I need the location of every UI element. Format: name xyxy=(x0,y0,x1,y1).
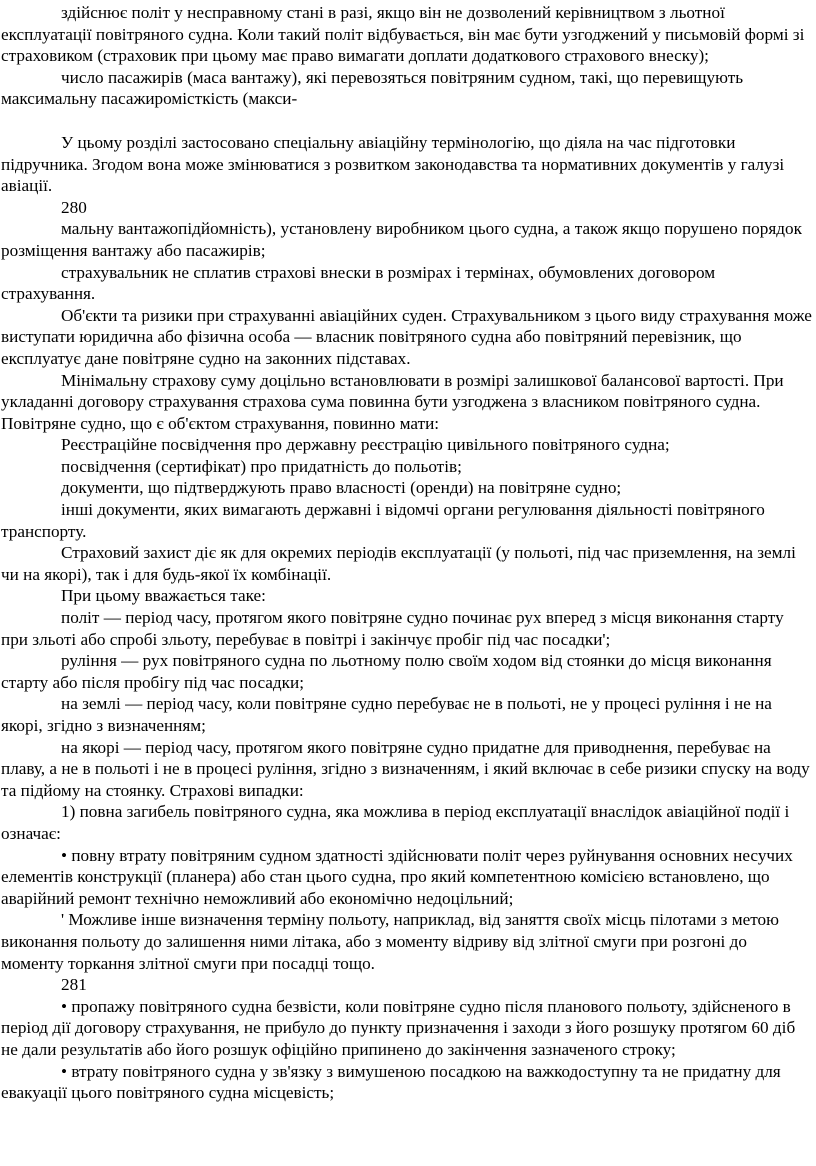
paragraph-objects-and-risks: Об'єкти та ризики при страхуванні авіаційних суден. Страхувальником з цього виду страхування може виступати юридична або фізична особа — власник повітряного судна або повітряний перевізник, що експлуатує дане повітряне судно на законних підставах. xyxy=(1,305,812,368)
definition-flight: політ — період часу, протягом якого повітряне судно починає рух вперед з місця виконання старту при зльоті або спробі зльоту, перебуває в повітрі і закінчує пробіг під час посадки'; xyxy=(1,608,784,649)
paragraph-minimum-sum: Мінімальну страхову суму доцільно встановлювати в розмірі залишкової балансової вартості. При укладанні договору страхування страхова сума повинна бути узгоджена з власником повітряного судна. Повітряне судно, що є об'єктом страхування, повинно мати: xyxy=(1,370,784,433)
page-number-281: 281 xyxy=(61,975,87,995)
bullet-missing-aircraft: • пропажу повітряного судна безвісти, коли повітряне судно після планового польоту, здійсненого в період дії договору страхування, не прибуло до пункту призначення і заходи з його розшуку протягом 60 діб не дали результатів або його розшук офіційно припинено до закінчення зазначеного строку; xyxy=(1,996,796,1059)
paragraph-total-loss: 1) повна загибель повітряного судна, яка можлива в період експлуатації внаслідок авіаційної події і означає: xyxy=(1,802,790,843)
list-item-ownership-documents: документи, що підтверджують право власності (оренди) на повітряне судно; xyxy=(61,478,622,498)
footnote-terminology: У цьому розділі застосовано спеціальну авіаційну термінологію, що діяла на час підготовки підручника. Згодом вона може змінюватися з розвитком законодавства та нормативних документів у галузі авіації. xyxy=(1,132,785,196)
list-item-airworthiness-certificate: посвідчення (сертифікат) про придатність до польотів; xyxy=(61,456,462,476)
paragraph-premium-unpaid: страхувальник не сплатив страхові внески в розмірах і термінах, обумовлених договором страхування. xyxy=(1,262,716,304)
definition-taxiing: руління — рух повітряного судна по льотному полю своїм ходом від стоянки до місця виконання старту або після пробігу під час посадки; xyxy=(1,651,772,692)
definition-on-ground: на землі — період часу, коли повітряне судно перебуває не в польоті, не у процесі руління і не на якорі, згідно з визначенням; xyxy=(1,694,772,735)
paragraph-definitions-intro: При цьому вважається таке: xyxy=(61,586,266,606)
paragraph-passenger-count: число пасажирів (маса вантажу), які перевозяться повітряним судном, такі, що перевищують максимальну пасажиромісткість (макси- xyxy=(1,67,744,109)
bullet-forced-landing: • втрату повітряного судна у зв'язку з вимушеною посадкою на важкодоступну та не придатну для евакуації цього повітряного судна місцевість; xyxy=(1,1061,781,1103)
footnote-flight-term: ' Можливе інше визначення терміну польоту, наприклад, від заняття своїх місць пілотами з метою виконання польоту до залишення ними літака, або з моменту відриву від злітної смуги при розгоні до моменту торкання злітної смуги при посадці тощо. xyxy=(1,910,779,973)
page-number-280: 280 xyxy=(61,197,87,217)
list-item-registration-certificate: Реєстраційне посвідчення про державну реєстрацію цивільного повітряного судна; xyxy=(61,435,670,455)
list-item-other-documents: інші документи, яких вимагають державні і відомчі органи регулювання діяльності повітряного транспорту. xyxy=(1,500,765,541)
bullet-destruction: • повну втрату повітряним судном здатності здійснювати політ через руйнування основних несучих елементів конструкції (планера) або стан цього судна, про який компетентною комісією встановлено, що аварійний ремонт технічно неможливий або економічно недоцільний; xyxy=(1,845,793,908)
definition-at-anchor: на якорі — період часу, протягом якого повітряне судно придатне для приводнення, перебуває на плаву, а не в польоті і не в процесі руління, згідно з визначенням, і який включає в себе ризики спуску на воду та підйому на стоянку. Страхові випадки: xyxy=(1,737,810,800)
paragraph-unairworthy-flight: здійснює політ у несправному стані в разі, якщо він не дозволений керівництвом з льотної експлуатації повітряного судна. Коли такий політ відбувається, він має бути узгоджений у письмовій формі зі страховиком (страховик при цьому має право вимагати доплати додаткового страхового внеску); xyxy=(1,3,805,66)
paragraph-coverage-periods: Страховий захист діє як для окремих періодів експлуатації (у польоті, під час приземлення, на землі чи на якорі), так і для будь-якої їх комбінації. xyxy=(1,543,796,584)
paragraph-cargo-capacity: мальну вантажопідйомність), установлену виробником цього судна, а також якщо порушено порядок розміщення вантажу або пасажирів; xyxy=(1,219,802,260)
